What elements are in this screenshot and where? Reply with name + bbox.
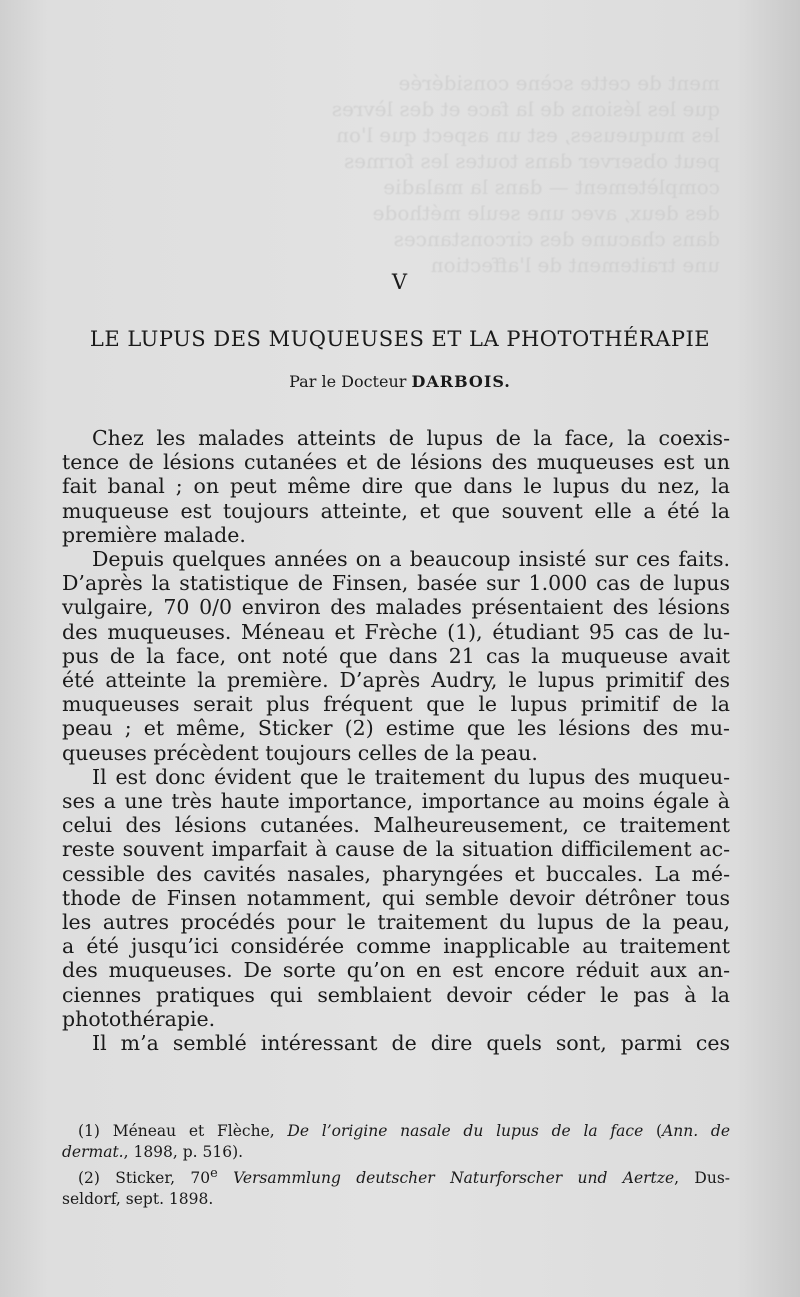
byline-author: DARBOIS.: [411, 372, 511, 391]
body-line: tence de lésions cutanées et de lésions des muqueuses est un: [62, 450, 730, 475]
footnote-1-ref: , 1898, p. 516).: [123, 1143, 244, 1161]
body-line: a été jusqu’ici considérée comme inapplicable au traitement: [62, 934, 730, 959]
body-line: reste souvent imparfait à cause de la situation difficilement ac-: [62, 837, 730, 862]
body-line: Il est donc évident que le traitement du lupus des muqueu-: [92, 764, 730, 789]
body-line: pus de la face, ont noté que dans 21 cas la muqueuse avait: [62, 643, 730, 668]
chapter-numeral: V: [391, 270, 409, 294]
body-line: des muqueuses. Méneau et Frèche (1), étudiant 95 cas de lu-: [62, 619, 730, 644]
body-line: thode de Finsen notamment, qui semble devoir détrôner tous: [62, 885, 730, 910]
body-line: Chez les malades atteints de lupus de la face, la coexis-: [92, 426, 730, 450]
footnote-1-journal: Ann. de: [662, 1122, 730, 1140]
footnote-2-sup: e: [210, 1166, 218, 1181]
footnote-1-line-1: [62, 1121, 730, 1142]
footnote-1-lead: (1) Méneau et Flèche,: [78, 1122, 288, 1140]
footnotes: [62, 1121, 730, 1210]
body-line: D’après la statistique de Finsen, basée sur 1.000 cas de lupus: [62, 571, 730, 596]
body-line: peau ; et même, Sticker (2) estime que les lésions des mu-: [62, 716, 730, 741]
body-line: des muqueuses. De sorte qu’on en est encore réduit aux an-: [62, 958, 730, 983]
body-line: muqueuse est toujours atteinte, et que souvent elle a été la: [62, 498, 730, 523]
body-line: vulgaire, 70 0/0 environ des malades présentaient des lésions: [62, 595, 730, 620]
body-text: [62, 426, 730, 1055]
footnote-2-line-1: [62, 1163, 730, 1189]
chapter-title: LE LUPUS DES MUQUEUSES ET LA PHOTOTHÉRAPIE: [89, 327, 711, 351]
show-through-bleed: ment de cette scène considérée que les lésions de la face et des lèvres les muqueuses, est un aspect que l'on peut observer dans toutes les formes complètement — dans la maladie des deux, avec une seule méthode dans chacune des circonstances une traitement de l'affection: [331, 71, 720, 277]
body-line: celui des lésions cutanées. Malheureusement, ce traitement: [62, 813, 730, 838]
footnote-2-lead: (2) Sticker, 70: [78, 1169, 211, 1188]
footnote-2-line-2: seldorf, sept. 1898.: [62, 1190, 214, 1209]
footnote-1-line-2: [62, 1142, 730, 1163]
body-line: première malade.: [62, 522, 246, 547]
footnote-2-rest: , Dus-: [674, 1169, 731, 1188]
byline-prefix: Par le Docteur: [289, 372, 407, 391]
body-line: fait banal ; on peut même dire que dans le lupus du nez, la: [62, 474, 730, 499]
body-line: Il m’a semblé intéressant de dire quels sont, parmi ces: [92, 1031, 730, 1056]
footnote-1-paren: (: [643, 1122, 663, 1140]
body-line: cessible des cavités nasales, pharyngées et buccales. La mé-: [62, 861, 730, 886]
body-line: photothérapie.: [62, 1006, 216, 1031]
body-line: été atteinte la première. D’après Audry, le lupus primitif des: [62, 668, 730, 693]
footnote-1-journal-cont: dermat.: [62, 1143, 124, 1161]
body-line: queuses précèdent toujours celles de la peau.: [62, 740, 538, 765]
footnote-1-title: De l’origine nasale du lupus de la face: [287, 1122, 644, 1140]
body-line: ciennes pratiques qui semblaient devoir céder le pas à la: [62, 982, 730, 1007]
body-line: muqueuses serait plus fréquent que le lupus primitif de la: [62, 692, 730, 717]
body-line: Depuis quelques années on a beaucoup insisté sur ces faits.: [92, 547, 730, 572]
byline: [0, 372, 800, 391]
footnote-2-title: Versammlung deutscher Naturforscher und Aertze: [217, 1169, 675, 1188]
body-line: les autres procédés pour le traitement du lupus de la peau,: [62, 910, 730, 935]
body-line: ses a une très haute importance, importance au moins égale à: [62, 789, 730, 814]
